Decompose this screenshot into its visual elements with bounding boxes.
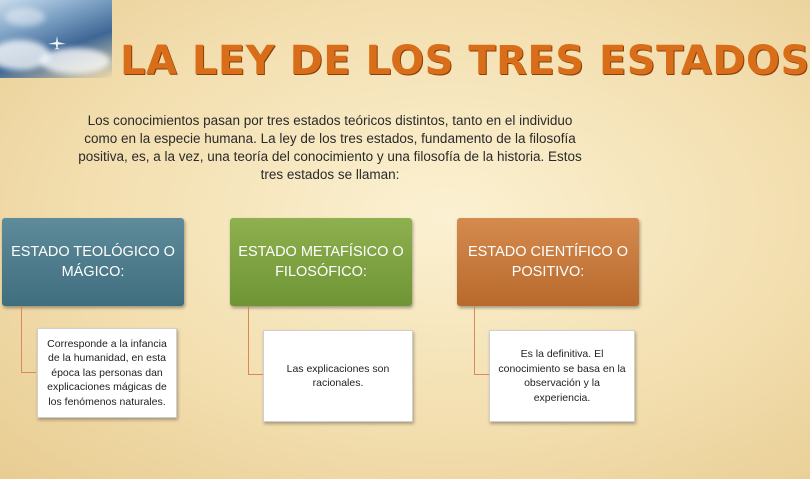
state-2-connector bbox=[248, 306, 263, 375]
state-3-header bbox=[457, 218, 639, 306]
state-2-description-box bbox=[263, 330, 413, 422]
state-3-connector bbox=[474, 306, 489, 375]
state-3-description: Es la definitiva. El conocimiento se basa en la observación y la experiencia. bbox=[498, 348, 626, 404]
sky-airplane-photo bbox=[0, 0, 112, 78]
state-2-description: Las explicaciones son racionales. bbox=[286, 362, 390, 389]
state-3-name: ESTADO CIENTÍFICO O POSITIVO: bbox=[467, 244, 629, 280]
airplane-icon bbox=[48, 36, 66, 50]
state-1-header bbox=[2, 218, 184, 306]
intro-paragraph: Los conocimientos pasan por tres estados teóricos distintos, tanto en el individuo como en la especie humana. La ley de los tres estados, fundamento de la filosofía positiva, es, a la vez, una teoría del conocimiento y una filosofía de la historia. Estos tres estados se llaman: bbox=[78, 113, 582, 182]
page-title: LA LEY DE LOS TRES ESTADOS bbox=[120, 38, 810, 84]
state-1-description-box bbox=[37, 328, 177, 418]
state-1-connector bbox=[21, 306, 36, 373]
state-2-name: ESTADO METAFÍSICO O FILOSÓFICO: bbox=[238, 244, 404, 280]
state-1-description: Corresponde a la infancia de la humanidad, en esta época las personas dan explicaciones mágicas de los fenómenos naturales. bbox=[47, 337, 167, 408]
state-2-header bbox=[230, 218, 412, 306]
state-3-description-box bbox=[489, 330, 635, 422]
state-1-name: ESTADO TEOLÓGICO O MÁGICO: bbox=[11, 244, 175, 280]
